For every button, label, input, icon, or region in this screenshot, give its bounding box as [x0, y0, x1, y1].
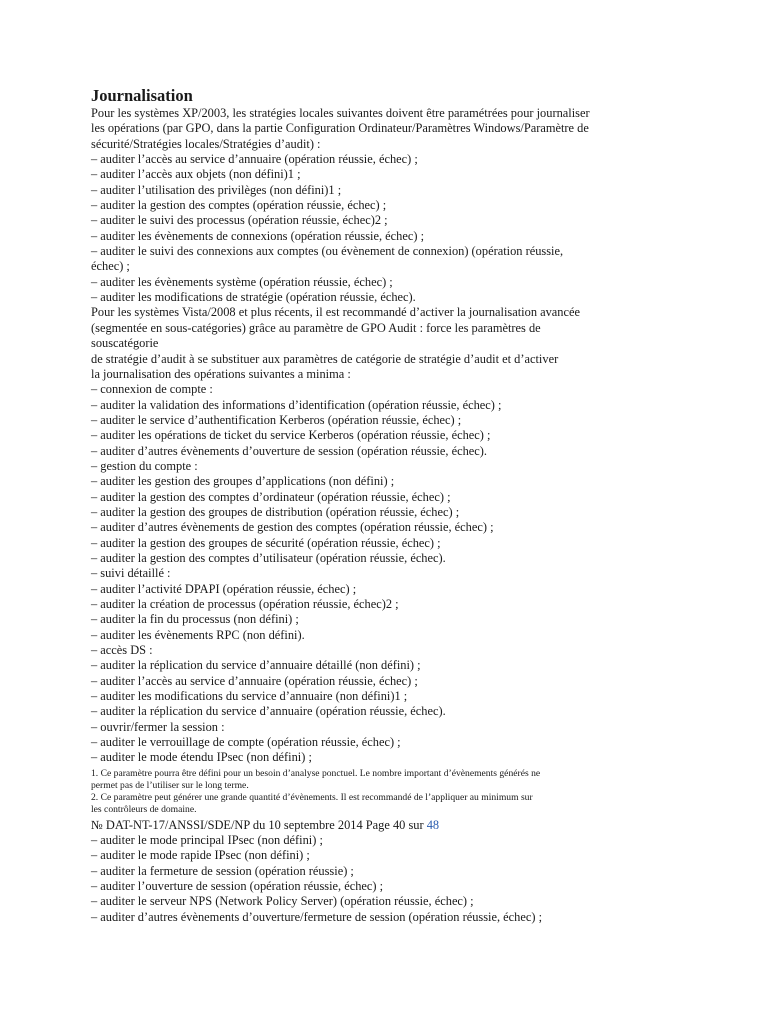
footnotes — [91, 768, 741, 817]
body-text — [91, 106, 741, 766]
footnote-line: permet pas de l’utiliser sur le long terme. — [91, 779, 249, 791]
list-item: – auditer le mode principal IPsec (non défini) ; — [91, 833, 323, 848]
list-item: – auditer les modifications de stratégie (opération réussie, échec). — [91, 290, 416, 305]
list-item: – auditer l’accès aux objets (non défini)1 ; — [91, 167, 301, 182]
list-item: – auditer le mode étendu IPsec (non défini) ; — [91, 750, 312, 765]
document-page — [91, 86, 741, 925]
list-item: – auditer d’autres évènements d’ouverture/fermeture de session (opération réussie, échec) ; — [91, 909, 543, 924]
body-line: sécurité/Stratégies locales/Stratégies d’audit) : — [91, 136, 321, 151]
list-item: – auditer l’utilisation des privilèges (non défini)1 ; — [91, 182, 342, 197]
list-item: – auditer l’accès au service d’annuaire (opération réussie, échec) ; — [91, 152, 418, 167]
list-item: – auditer la gestion des groupes de sécurité (opération réussie, échec) ; — [91, 535, 441, 550]
list-item: – auditer les évènements RPC (non défini). — [91, 627, 305, 642]
footnote-line: 2. Ce paramètre peut générer une grande quantité d’évènements. Il est recommandé de l’appliquer au minimum sur — [91, 792, 533, 804]
list-item: – gestion du compte : — [91, 458, 198, 473]
body-line: (segmentée en sous-catégories) grâce au paramètre de GPO Audit : force les paramètres de — [91, 320, 541, 335]
list-item: – auditer les modifications du service d’annuaire (non défini)1 ; — [91, 689, 408, 704]
list-item: – ouvrir/fermer la session : — [91, 719, 225, 734]
list-item: – auditer l’accès au service d’annuaire (opération réussie, échec) ; — [91, 673, 418, 688]
list-item: – auditer la gestion des comptes d’utilisateur (opération réussie, échec). — [91, 550, 446, 565]
list-item: – auditer les opérations de ticket du service Kerberos (opération réussie, échec) ; — [91, 428, 491, 443]
list-item: – auditer les évènements de connexions (opération réussie, échec) ; — [91, 228, 425, 243]
list-item: – suivi détaillé : — [91, 566, 171, 581]
document-title: Journalisation — [91, 86, 193, 105]
list-item: – auditer le serveur NPS (Network Policy Server) (opération réussie, échec) ; — [91, 894, 474, 909]
list-item: – auditer la réplication du service d’annuaire détaillé (non défini) ; — [91, 658, 421, 673]
list-item: – auditer le suivi des connexions aux comptes (ou évènement de connexion) (opération réussie, — [91, 244, 564, 259]
list-item: – auditer d’autres évènements de gestion des comptes (opération réussie, échec) ; — [91, 520, 494, 535]
list-item: échec) ; — [91, 259, 130, 274]
list-item: – auditer l’ouverture de session (opération réussie, échec) ; — [91, 879, 384, 894]
body-line: souscatégorie — [91, 336, 159, 351]
body-line: les opérations (par GPO, dans la partie Configuration Ordinateur/Paramètres Windows/Paramètre de — [91, 121, 589, 136]
list-item: – auditer le mode rapide IPsec (non défini) ; — [91, 848, 310, 863]
body-line: la journalisation des opérations suivantes a minima : — [91, 366, 351, 381]
body-line: Pour les systèmes XP/2003, les stratégies locales suivantes doivent être paramétrées pour journaliser — [91, 106, 590, 120]
list-item: – auditer le suivi des processus (opération réussie, échec)2 ; — [91, 213, 388, 228]
list-item: – auditer d’autres évènements d’ouverture de session (opération réussie, échec). — [91, 443, 487, 458]
list-item: – auditer les gestion des groupes d’applications (non défini) ; — [91, 474, 395, 489]
list-item: – auditer l’activité DPAPI (opération réussie, échec) ; — [91, 581, 357, 596]
list-item: – auditer le verrouillage de compte (opération réussie, échec) ; — [91, 735, 401, 750]
list-item: – auditer les évènements système (opération réussie, échec) ; — [91, 274, 393, 289]
list-item: – auditer la gestion des comptes (opération réussie, échec) ; — [91, 198, 387, 213]
footnote-line: les contrôleurs de domaine. — [91, 804, 197, 816]
body-line: de stratégie d’audit à se substituer aux paramètres de catégorie de stratégie d’audit et d’activer — [91, 351, 559, 366]
list-item: – auditer la gestion des groupes de distribution (opération réussie, échec) ; — [91, 504, 460, 519]
list-item: – auditer la gestion des comptes d’ordinateur (opération réussie, échec) ; — [91, 489, 451, 504]
list-item: – auditer le service d’authentification Kerberos (opération réussie, échec) ; — [91, 412, 462, 427]
body-line: Pour les systèmes Vista/2008 et plus récents, il est recommandé d’activer la journalisation avancée — [91, 305, 580, 320]
list-item: – auditer la fermeture de session (opération réussie) ; — [91, 863, 354, 878]
list-item: – auditer la validation des informations d’identification (opération réussie, échec) ; — [91, 397, 502, 412]
list-item: – connexion de compte : — [91, 382, 213, 397]
list-item: – accès DS : — [91, 643, 153, 658]
total-pages-link[interactable]: 48 — [426, 817, 440, 832]
list-item: – auditer la création de processus (opération réussie, échec)2 ; — [91, 597, 399, 611]
footnote-line: 1. Ce paramètre pourra être défini pour un besoin d’analyse ponctuel. Le nombre important d’évènements générés ne — [91, 767, 541, 779]
footer-reference: № DAT-NT-17/ANSSI/SDE/NP du 10 septembre 2014 Page 40 sur — [91, 817, 427, 832]
page-footer — [91, 817, 741, 834]
continuation-text — [91, 833, 741, 925]
list-item: – auditer la fin du processus (non défini) ; — [91, 612, 299, 627]
list-item: – auditer la réplication du service d’annuaire (opération réussie, échec). — [91, 704, 446, 719]
